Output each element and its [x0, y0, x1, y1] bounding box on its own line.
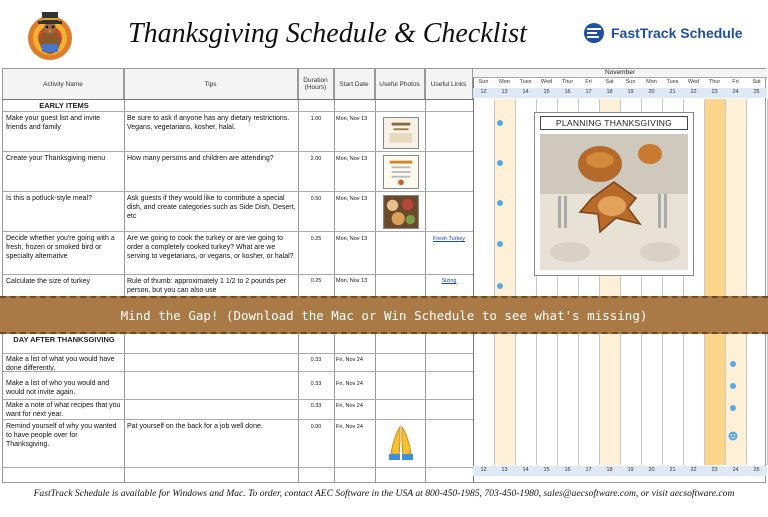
task-tip: Ask guests if they would like to contribute a special dish, and create categories such as Side Dish, Desert, etc	[127, 195, 296, 220]
task-marker[interactable]	[497, 200, 503, 206]
gantt-day-number: 25	[753, 89, 760, 95]
divider	[298, 69, 299, 482]
gantt-day-number: 20	[648, 89, 655, 95]
gantt-day-number: 23	[711, 89, 718, 95]
task-marker[interactable]	[497, 241, 503, 247]
task-marker[interactable]	[730, 361, 736, 367]
task-duration[interactable]: 1.00	[310, 116, 322, 122]
link-sizing[interactable]: Sizing	[441, 278, 457, 284]
gantt-day-name: Mon	[646, 79, 657, 85]
task-duration[interactable]: 0.33	[310, 357, 322, 363]
planning-title: PLANNING THANKSGIVING	[540, 116, 688, 130]
gantt-day-number: 15	[543, 89, 550, 95]
task-duration[interactable]: 0.33	[310, 403, 322, 409]
header	[0, 0, 768, 68]
gantt-day-name: Thur	[561, 79, 574, 85]
gantt-day-number-bottom: 17	[585, 467, 592, 473]
gantt-day-number-bottom: 21	[669, 467, 676, 473]
task-start[interactable]: Fri, Nov 24	[336, 381, 363, 387]
task-start[interactable]: Mon, Nov 13	[336, 116, 368, 122]
section-day-after: DAY AFTER THANKSGIVING	[13, 335, 115, 344]
gantt-day-number: 24	[732, 89, 739, 95]
gantt-day-number: 18	[606, 89, 613, 95]
gantt-day-number-bottom: 16	[564, 467, 571, 473]
task-name[interactable]: Create your Thanksgiving menu	[6, 155, 106, 162]
gantt-day-name: Tues	[519, 79, 532, 85]
gantt-day-number-bottom: 22	[690, 467, 697, 473]
gantt-day-number: 13	[501, 89, 508, 95]
col-start-date[interactable]: Start Date	[334, 69, 375, 99]
link-fresh-turkey[interactable]: Fresh Turkey	[432, 236, 466, 242]
col-activity-name[interactable]: Activity Name	[3, 69, 124, 99]
gantt-day-number-bottom: 23	[711, 467, 718, 473]
gantt-day-name: Sat	[752, 79, 761, 85]
gantt-column-line	[494, 99, 495, 465]
task-duration[interactable]: 2.00	[310, 156, 322, 162]
praying-hands-icon	[381, 423, 421, 463]
col-duration[interactable]: Duration (Hours)	[298, 69, 334, 99]
col-useful-links[interactable]: Useful Links	[425, 69, 473, 99]
task-name[interactable]: Remind yourself of why you wanted to have people over for Thanksgiving.	[6, 423, 117, 448]
gantt-day-number: 17	[585, 89, 592, 95]
task-duration[interactable]: 0.33	[310, 381, 322, 387]
gantt-day-name: Fri	[585, 79, 592, 85]
task-duration[interactable]: 0.25	[310, 236, 322, 242]
divider	[473, 69, 474, 482]
task-name[interactable]: Make your guest list and invite friends and family	[6, 115, 101, 131]
gantt-day-number: 14	[522, 89, 529, 95]
task-name[interactable]: Make a list of what you would have done differently.	[6, 356, 115, 371]
banner-text: Mind the Gap! (Download the Mac or Win Schedule to see what's missing)	[120, 307, 648, 323]
task-start[interactable]: Mon, Nov 13	[336, 156, 368, 162]
brand-name: FastTrack Schedule	[611, 25, 743, 41]
gantt-day-name: Wed	[540, 79, 553, 85]
task-name[interactable]: Decide whether you're going with a fresh, frozen or smoked bird or specialty alternative	[6, 235, 115, 260]
gantt-column-line	[746, 99, 747, 465]
gantt-column-line	[704, 99, 705, 465]
task-duration[interactable]: 0.25	[310, 278, 322, 284]
menu-photo[interactable]	[383, 155, 419, 189]
task-name[interactable]: Calculate the size of turkey	[6, 278, 91, 285]
task-tip: How many persons and children are attending?	[127, 155, 274, 162]
gantt-day-name: Mon	[499, 79, 510, 85]
footer-text: FastTrack Schedule is available for Windows and Mac. To order, contact AEC Software in the USA at 800-450-1985, 703-450-1980, sales@aecsoftware.com, or visit aecsoftware.com	[33, 488, 735, 499]
gantt-day-number-bottom: 24	[732, 467, 739, 473]
task-name[interactable]: Make a list of who you would and would not invite again.	[6, 380, 110, 396]
gantt-day-number-bottom: 12	[480, 467, 487, 473]
gantt-day-number-bottom: 25	[753, 467, 760, 473]
task-marker[interactable]	[497, 160, 503, 166]
gantt-day-name: Sat	[605, 79, 614, 85]
gantt-month: November	[473, 69, 767, 78]
task-start[interactable]: Fri, Nov 24	[336, 357, 363, 363]
gantt-column-line	[515, 99, 516, 465]
gantt-day-number-bottom: 15	[543, 467, 550, 473]
smiley-icon	[728, 431, 738, 441]
task-tip: Be sure to ask if anyone has any dietary restrictions. Vegans, vegetarians, kosher, halal.	[127, 115, 290, 131]
gantt-day-number: 19	[627, 89, 634, 95]
weekend-shade	[494, 99, 515, 465]
thanksgiving-table-photo	[540, 134, 688, 270]
divider	[124, 69, 125, 482]
weekend-shade	[725, 99, 746, 465]
gantt-day-number: 21	[669, 89, 676, 95]
task-name[interactable]: Make a note of what recipes that you want for next year.	[6, 402, 121, 418]
planning-image-box	[534, 112, 694, 276]
invitation-photo[interactable]	[383, 117, 419, 149]
gantt-day-name: Thur	[708, 79, 721, 85]
task-start[interactable]: Fri, Nov 24	[336, 403, 363, 409]
gantt-day-number-bottom: 20	[648, 467, 655, 473]
col-useful-photos[interactable]: Useful Photos	[375, 69, 425, 99]
task-marker[interactable]	[730, 383, 736, 389]
gantt-day-name: Wed	[687, 79, 700, 85]
gantt-day-name: Sun	[625, 79, 636, 85]
task-tip: Pat yourself on the back for a job well done.	[127, 423, 263, 430]
gantt-day-number: 16	[564, 89, 571, 95]
gantt-day-number: 22	[690, 89, 697, 95]
divider	[425, 69, 426, 482]
mind-the-gap-banner[interactable]	[0, 296, 768, 334]
task-tip: Are we going to cook the turkey or are we going to order a completely cooked turkey? What are we serving to vegetarians, or vegans, or kosher, or halal?	[127, 235, 294, 260]
gantt-day-name: Sun	[478, 79, 489, 85]
turkey-logo-icon	[20, 4, 80, 64]
divider	[375, 69, 376, 482]
task-marker[interactable]	[497, 120, 503, 126]
task-duration[interactable]: 0.50	[310, 196, 322, 202]
section-early-items: EARLY ITEMS	[39, 101, 89, 110]
task-tip: Rule of thumb: approximately 1 1/2 to 2 pounds per person, but you can also use	[127, 278, 287, 294]
task-name[interactable]: Is this a potluck-style meal?	[6, 195, 92, 202]
today-highlight	[704, 99, 725, 465]
gantt-day-number-bottom: 19	[627, 467, 634, 473]
potluck-photo[interactable]	[383, 195, 419, 229]
task-marker[interactable]	[497, 283, 503, 289]
col-tips[interactable]: Tips	[124, 69, 298, 99]
gantt-day-number: 12	[480, 89, 487, 95]
task-marker[interactable]	[730, 405, 736, 411]
fasttrack-logo-icon	[583, 22, 605, 44]
divider	[334, 69, 335, 482]
task-start[interactable]: Mon, Nov 13	[336, 236, 368, 242]
task-duration[interactable]: 0.00	[310, 424, 322, 430]
gantt-column-line	[725, 99, 726, 465]
gantt-day-name: Tues	[666, 79, 679, 85]
task-start[interactable]: Mon, Nov 13	[336, 196, 368, 202]
gantt-day-number-bottom: 14	[522, 467, 529, 473]
task-start[interactable]: Mon, Nov 13	[336, 278, 368, 284]
task-start[interactable]: Fri, Nov 24	[336, 424, 363, 430]
page-title: Thanksgiving Schedule & Checklist	[128, 18, 527, 49]
brand[interactable]	[583, 22, 743, 44]
gantt-day-number-bottom: 18	[606, 467, 613, 473]
gantt-day-name: Fri	[732, 79, 739, 85]
gantt-day-number-bottom: 13	[501, 467, 508, 473]
